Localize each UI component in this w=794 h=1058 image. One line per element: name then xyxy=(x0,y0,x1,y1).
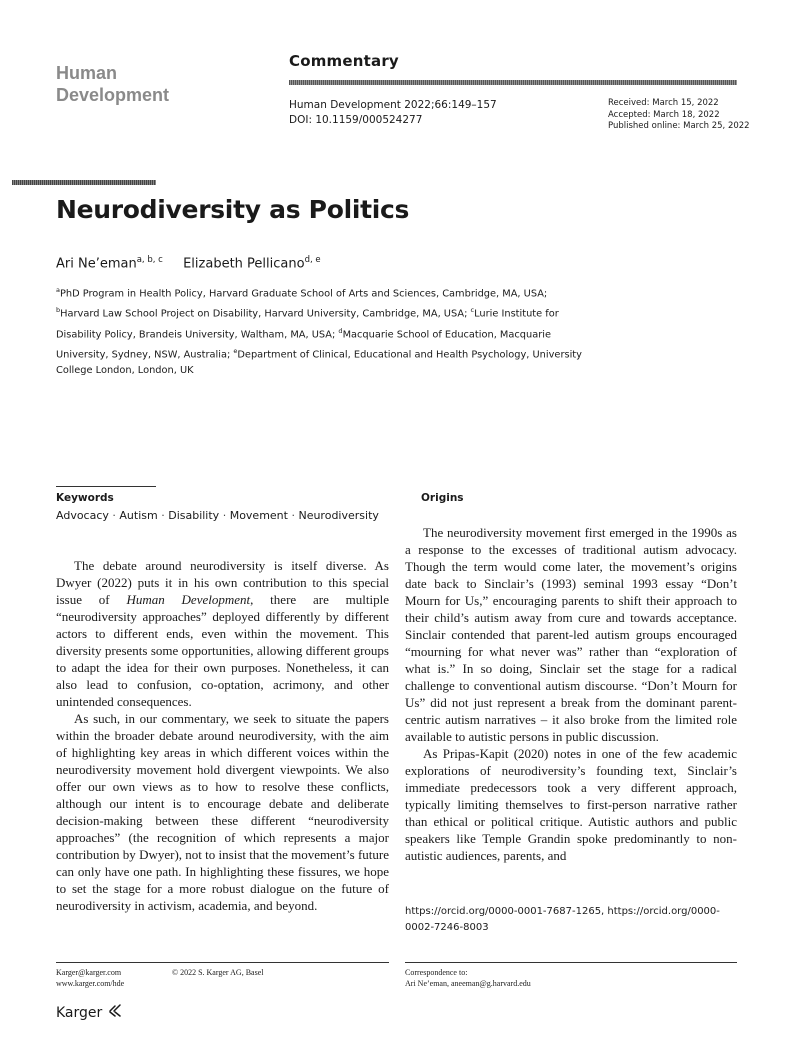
keyword-separator: · xyxy=(291,509,295,522)
keyword-separator: · xyxy=(161,509,165,522)
body-column-left xyxy=(56,557,389,914)
affiliation-mark: d xyxy=(338,326,343,335)
header-divider xyxy=(289,80,737,85)
body-paragraph: As Pripas-Kapit (2020) notes in one of the few academic explorations of neurodiversity’s founding text, Sinclair’s immediate predecessors took a very different approach, typically limiting themselves to first-person narrative rather than ethical or political critique. Autistic authors and public speakers like Temple Grandin spoke predominantly to non-autistic audiences, parents, and xyxy=(405,746,737,863)
correspondence xyxy=(405,967,531,989)
publisher-logo-text: Karger xyxy=(56,1005,103,1021)
title-divider xyxy=(12,180,156,185)
journal-name-line1: Human xyxy=(56,63,118,83)
keyword: Neurodiversity xyxy=(298,509,379,522)
paragraph-text: , there are multiple “neurodiversity approaches” deployed differently by different actors to different ends, even within the movement. This diversity presents some opportunities, allowing different groups to adapt the idea for their own purposes. Nonetheless, it can also lead to confusion, co-optation, acrimony, and other unintended consequences. xyxy=(56,592,389,709)
journal-logo xyxy=(56,62,169,106)
affiliations xyxy=(56,282,586,379)
citation-block xyxy=(289,98,497,128)
publisher-website[interactable]: www.karger.com/hde xyxy=(56,979,125,988)
affiliation-mark: e xyxy=(233,346,238,355)
affiliation-c: Lurie Institute for Disability Policy, Brandeis University, Waltham, MA, USA; xyxy=(56,308,559,340)
author-affiliation-marks: d, e xyxy=(304,255,321,265)
keyword-separator: · xyxy=(112,509,116,522)
author-list xyxy=(56,255,321,271)
author-name: Elizabeth Pellicano xyxy=(183,256,305,272)
accepted-date: Accepted: March 18, 2022 xyxy=(608,109,720,120)
dates-block xyxy=(608,98,750,133)
keywords-heading: Keywords xyxy=(56,492,114,504)
keyword: Advocacy xyxy=(56,509,109,522)
publisher-logo-icon xyxy=(108,1004,122,1018)
keywords-divider xyxy=(56,486,156,487)
copyright: © 2022 S. Karger AG, Basel xyxy=(172,968,264,977)
journal-name-line2: Development xyxy=(56,85,170,105)
author-affiliation-marks: a, b, c xyxy=(136,255,163,265)
keyword: Autism xyxy=(119,509,158,522)
paragraph-text: The debate around neurodiversity is itself diverse. As Dwyer (2022) puts it in his own contribution to this special issue of xyxy=(56,558,389,607)
keywords-list xyxy=(56,509,379,522)
affiliation-mark: a xyxy=(56,286,60,294)
published-date: Published online: March 25, 2022 xyxy=(608,121,750,131)
keyword-separator: · xyxy=(222,509,227,522)
affiliation-d: Macquarie School of Education, Macquarie University, Sydney, NSW, Australia; xyxy=(56,328,551,361)
publisher-email[interactable]: Karger@karger.com xyxy=(56,968,122,977)
journal-reference: Human Development xyxy=(126,592,251,607)
doi[interactable]: DOI: 10.1159/000524277 xyxy=(289,114,423,126)
affiliation-mark: b xyxy=(56,306,61,315)
correspondence-contact[interactable]: Ari Ne’eman, aneeman@g.harvard.edu xyxy=(405,979,531,988)
correspondence-label: Correspondence to: xyxy=(405,968,468,977)
footer-divider-right xyxy=(405,962,737,963)
body-paragraph: As such, in our commentary, we seek to situate the papers within the broader debate around neurodiversity, with the aim of highlighting key areas in which different voices within the neurodiversity movement hold divergent viewpoints. We also offer our own views as to how to resolve these conflicts, although our intent is to encourage debate and deliberate decision-making between these different “neurodiversity approaches” (the recognition of which represents a major contribution by Dwyer), not to insist that the movement’s future can only have one path. In highlighting these fissures, we hope to set the stage for a more robust dialogue on the future of neurodiversity in activism, academia, and beyond. xyxy=(56,711,389,913)
publisher-logo xyxy=(56,1004,122,1021)
body-column-right xyxy=(405,524,737,864)
section-heading-origins: Origins xyxy=(421,492,464,504)
body-paragraph: The neurodiversity movement first emerged in the 1990s as a response to the excesses of traditional autism advocacy. Though the term would come later, the movement’s origins date back to Sinclair’s (1993) seminal 1993 essay “Don’t Mourn for Us,” encouraging parents to shift their approach to their child’s autism away from cure and towards acceptance. Sinclair contended that parent-led autism groups encouraged “mourning for what never was” rather than “exploration of what is.” In so doing, Sinclair set the stage for a radical challenge to conventional autism discourse. “Don’t Mourn for Us” did not just represent a break from the dominant parent-centric autism narratives – it also broke from the limited role available to autistic persons in public discussion. xyxy=(405,525,737,744)
affiliation-e: Department of Clinical, Educational and Health Psychology, University College London, London, UK xyxy=(56,349,582,377)
article-title: Neurodiversity as Politics xyxy=(56,195,410,224)
affiliation-a: PhD Program in Health Policy, Harvard Graduate School of Arts and Sciences, Cambridge, MA, USA; xyxy=(59,288,548,300)
publisher-contact xyxy=(56,967,124,989)
section-label: Commentary xyxy=(289,52,399,70)
received-date: Received: March 15, 2022 xyxy=(608,98,719,108)
affiliation-mark: c xyxy=(470,306,475,315)
keyword: Movement xyxy=(229,509,288,522)
keyword: Disability xyxy=(168,509,220,522)
body-paragraph xyxy=(56,557,389,710)
journal-citation: Human Development 2022;66:149–157 xyxy=(289,99,497,111)
affiliation-b: Harvard Law School Project on Disability, Harvard University, Cambridge, MA, USA; xyxy=(60,308,468,320)
orcid-links[interactable]: https://orcid.org/0000-0001-7687-1265, https://orcid.org/0000-0002-7246-8003 xyxy=(405,906,720,933)
footer-divider-left xyxy=(56,962,389,963)
author-name: Ari Ne’eman xyxy=(56,256,137,272)
